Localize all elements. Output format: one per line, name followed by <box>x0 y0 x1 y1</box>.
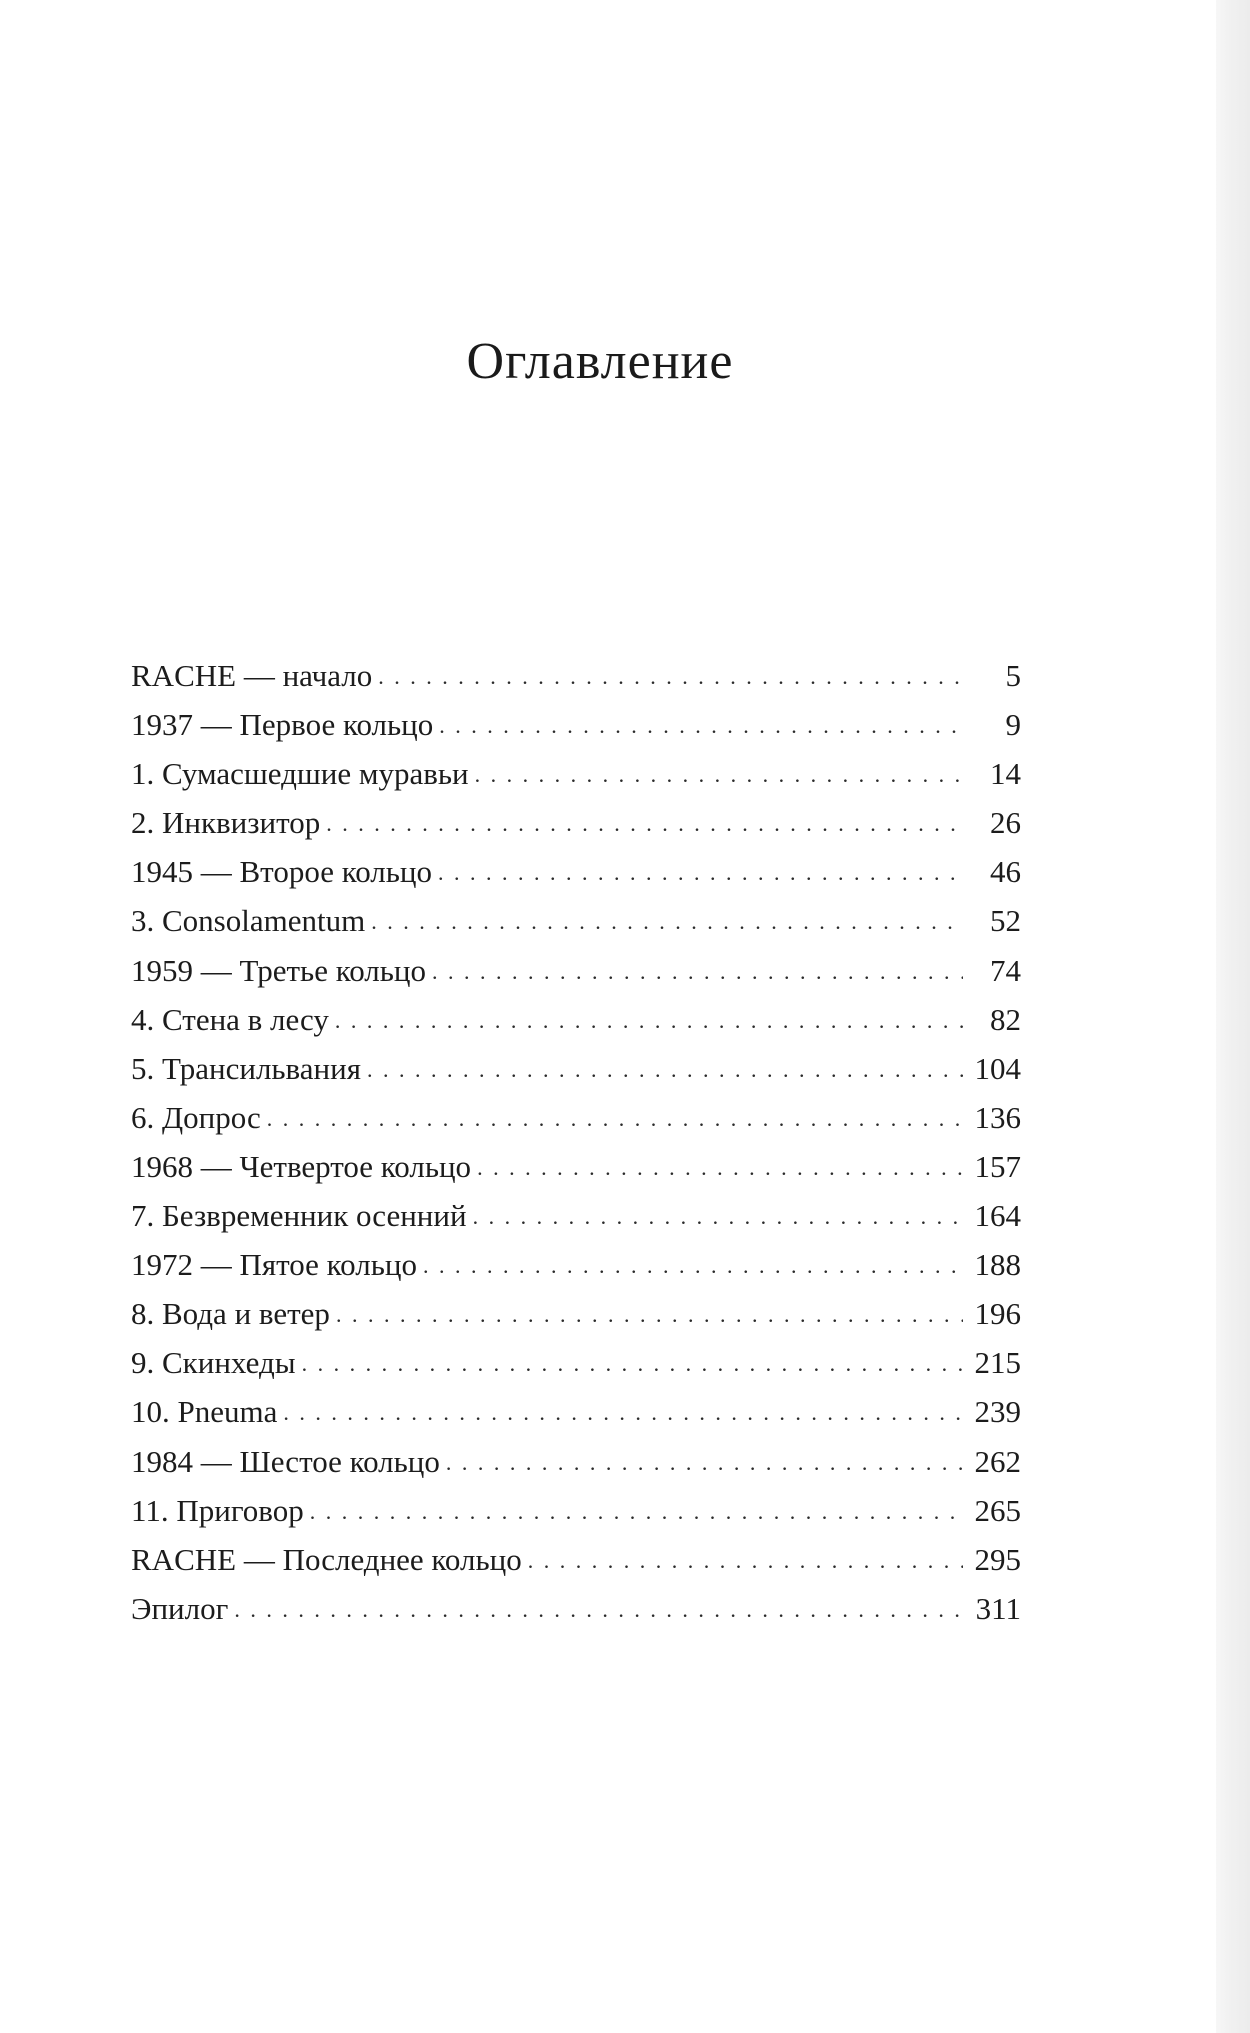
toc-entry-page: 188 <box>974 1247 1021 1283</box>
toc-entry <box>131 896 1021 945</box>
page-edge-shadow <box>1216 0 1250 2033</box>
toc-entry-title: 5. Трансильвания <box>131 1050 361 1086</box>
toc-entry-page: 196 <box>974 1296 1021 1332</box>
toc-entry-title: 1972 — Пятое кольцо <box>131 1247 417 1283</box>
toc-entry-page: 5 <box>1005 658 1021 693</box>
toc-entry-title: 10. Pneuma <box>131 1394 278 1430</box>
toc-leader-dots <box>283 1388 963 1437</box>
toc-entry <box>131 1584 1021 1633</box>
toc-entry-title: 1945 — Второе кольцо <box>131 854 432 890</box>
toc-entry-page: 164 <box>974 1198 1021 1234</box>
toc-entry <box>131 798 1021 847</box>
toc-entry <box>131 1044 1021 1093</box>
toc-entry-page: 82 <box>990 1001 1021 1037</box>
toc-entry-page: 52 <box>990 903 1021 939</box>
toc-entry-title: Эпилог <box>131 1590 229 1626</box>
toc-entry-page: 14 <box>990 756 1021 792</box>
toc-entry-title: 1959 — Третье кольцо <box>131 952 426 988</box>
toc-leader-dots <box>335 996 963 1045</box>
toc-entry-page: 262 <box>974 1443 1021 1479</box>
toc-entry <box>131 946 1021 995</box>
toc-entry-page: 295 <box>974 1541 1021 1577</box>
toc-entry <box>131 1191 1021 1240</box>
toc-entry-title: 8. Вода и ветер <box>131 1296 330 1332</box>
toc-leader-dots <box>439 701 963 750</box>
toc-leader-dots <box>423 1241 963 1290</box>
toc-entry <box>131 847 1021 896</box>
toc-entry <box>131 1338 1021 1387</box>
toc-leader-dots <box>302 1339 963 1388</box>
toc-leader-dots <box>432 947 963 996</box>
toc-entry <box>131 1486 1021 1535</box>
toc-entry-page: 136 <box>974 1099 1021 1135</box>
toc-entry-title: 1. Сумасшедшие муравьи <box>131 756 469 792</box>
toc-entry-page: 104 <box>974 1050 1021 1086</box>
toc-entry-page: 157 <box>974 1148 1021 1184</box>
toc-entry-title: 1984 — Шестое кольцо <box>131 1443 440 1479</box>
toc-leader-dots <box>446 1438 963 1487</box>
toc-leader-dots <box>234 1585 963 1634</box>
toc-entry-title: 1968 — Четвертое кольцо <box>131 1148 472 1184</box>
toc-entry <box>131 1142 1021 1191</box>
toc-entry <box>131 1437 1021 1486</box>
toc-entry <box>131 1289 1021 1338</box>
toc-entry-title: RACHE — Последнее кольцо <box>131 1541 522 1577</box>
toc-leader-dots <box>367 1045 963 1094</box>
toc-entry-page: 9 <box>1005 707 1021 743</box>
toc-entry-title: 2. Инквизитор <box>131 805 321 841</box>
toc-entry <box>131 651 1021 700</box>
toc-entry-title: 3. Consolamentum <box>131 903 366 939</box>
toc-leader-dots <box>475 750 963 799</box>
toc-leader-dots <box>336 1290 963 1339</box>
toc-leader-dots <box>310 1487 963 1536</box>
toc-entry-page: 265 <box>974 1492 1021 1528</box>
toc-entry-title: 11. Приговор <box>131 1492 304 1528</box>
toc-entry-page: 239 <box>974 1394 1021 1430</box>
toc-entry-title: 9. Скинхеды <box>131 1345 296 1381</box>
toc-leader-dots <box>371 897 963 946</box>
toc-leader-dots <box>477 1143 963 1192</box>
toc-entry-page: 215 <box>974 1345 1021 1381</box>
toc-entry-page: 46 <box>990 854 1021 890</box>
table-of-contents <box>131 651 1021 1633</box>
toc-entry-title: 6. Допрос <box>131 1099 261 1135</box>
page-title: Оглавление <box>466 333 734 390</box>
toc-leader-dots <box>473 1192 963 1241</box>
toc-leader-dots <box>326 799 963 848</box>
toc-entry-title: 4. Стена в лесу <box>131 1001 329 1037</box>
toc-entry <box>131 1535 1021 1584</box>
toc-entry-page: 74 <box>990 952 1021 988</box>
toc-entry <box>131 1093 1021 1142</box>
toc-entry-page: 311 <box>975 1590 1021 1626</box>
toc-leader-dots <box>267 1094 963 1143</box>
toc-entry <box>131 1240 1021 1289</box>
toc-leader-dots <box>528 1536 963 1585</box>
toc-entry <box>131 1387 1021 1436</box>
toc-leader-dots <box>378 652 963 701</box>
toc-entry-page: 26 <box>990 805 1021 841</box>
toc-entry-title: RACHE — начало <box>131 658 373 693</box>
toc-entry <box>131 700 1021 749</box>
toc-entry <box>131 749 1021 798</box>
toc-entry-title: 1937 — Первое кольцо <box>131 707 434 743</box>
toc-entry <box>131 995 1021 1044</box>
toc-entry-title: 7. Безвременник осенний <box>131 1198 467 1234</box>
toc-leader-dots <box>438 848 963 897</box>
